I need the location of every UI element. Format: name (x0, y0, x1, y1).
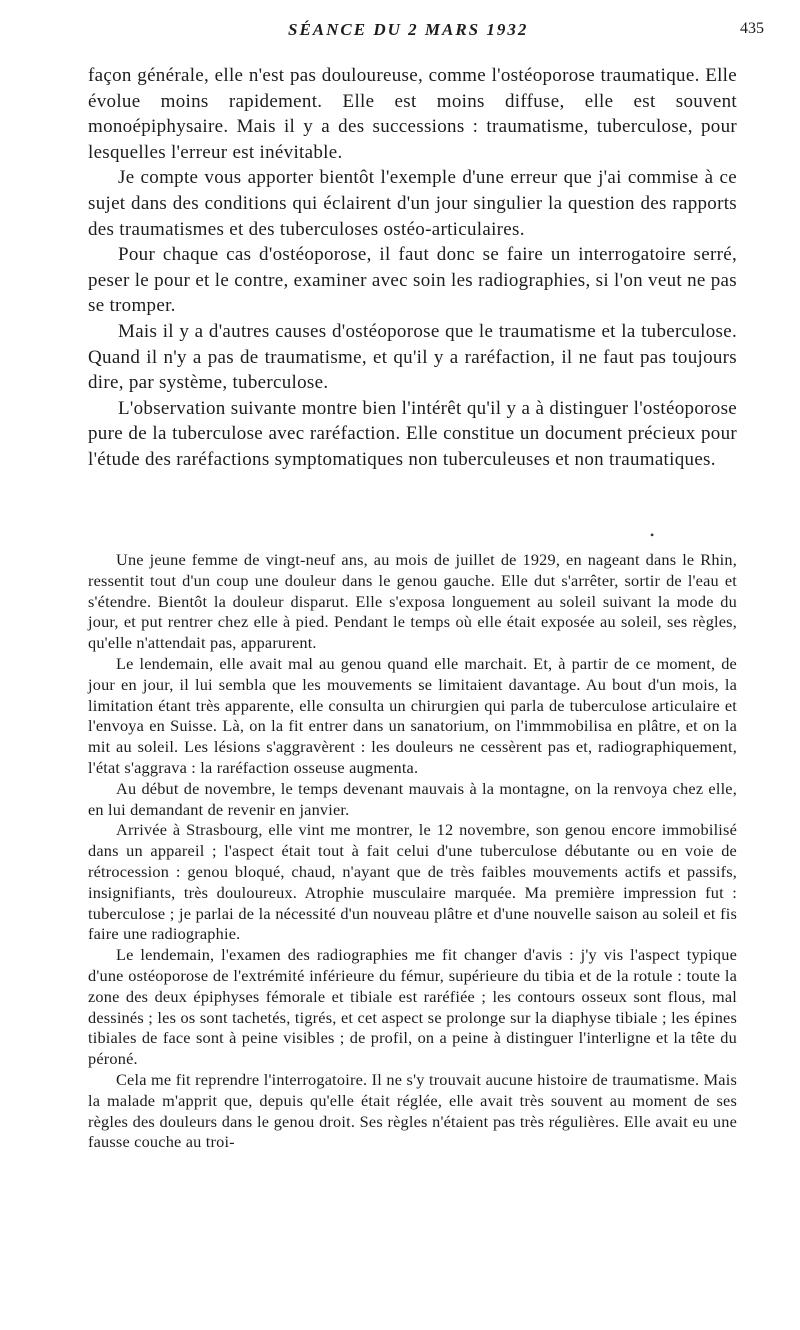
observation-text (88, 550, 737, 1153)
paragraph: Pour chaque cas d'ostéoporose, il faut donc se faire un interrogatoire serré, peser le pour et le contre, examiner avec soin les radiographies, si l'on veut ne pas se tromper. (88, 244, 737, 317)
page-number: 435 (740, 20, 764, 37)
observation-paragraph: Au début de novembre, le temps devenant mauvais à la montagne, on la renvoya chez elle, en lui demandant de revenir en janvier. (88, 778, 737, 819)
page-header (0, 20, 800, 44)
observation-paragraph: Cela me fit reprendre l'interrogatoire. Il ne s'y trouvait aucune histoire de traumatisme. Mais la malade m'apprit que, depuis qu'elle était réglée, elle avait très souvent au moment de ses règles des douleurs dans le genou droit. Ses règles n'étaient pas très régulières. Elle avait eu une fausse couche au troi- (88, 1069, 737, 1152)
running-title: SÉANCE DU 2 MARS 1932 (288, 20, 529, 39)
paragraph: Mais il y a d'autres causes d'ostéoporose que le traumatisme et la tuberculose. Quand il n'y a pas de traumatisme, et qu'il y a raréfaction, il ne faut pas toujours dire, par système, tuberculose. (88, 320, 737, 394)
observation-paragraph: Arrivée à Strasbourg, elle vint me montrer, le 12 novembre, son genou encore immobilisé dans un appareil ; l'aspect était tout à fait celui d'une tuberculose débutante ou en voie de rétrocession : genou bloqué, chaud, n'ayant que de très faibles mouvements actifs et passifs, insignifiants, très douloureux. Atrophie musculaire marquée. Ma première impression fut : tuberculose ; je parlai de la nécessité d'un nouveau plâtre et d'une nouvelle saison au soleil et fis faire une radiographie. (88, 820, 737, 944)
observation-paragraph: Le lendemain, l'examen des radiographies me fit changer d'avis : j'y vis l'aspect typique d'une ostéoporose de l'extrémité inférieure du fémur, supérieure du tibia et de la rotule : toute la zone des deux épiphyses fémorale et tibiale est raréfiée ; les contours osseux sont flous, mal dessinés ; les os sont tachetés, tigrés, et cet aspect se prolonge sur la diaphyse tibiale ; les épines tibiales de face sont à peine visibles ; de profil, on a peine à distinguer l'interligne et la tête du péroné. (88, 945, 737, 1069)
observation-paragraph: Le lendemain, elle avait mal au genou quand elle marchait. Et, à partir de ce moment, de jour en jour, il lui sembla que les mouvements se limitaient davantage. Au bout d'un mois, la limitation étant très apparente, elle consulta un chirurgien qui parla de tuberculose articulaire et l'envoya en Suisse. Là, on la fit entrer dans un sanatorium, on l'immmobilisa en plâtre, et on la mit au soleil. Les lésions s'aggravèrent : les douleurs ne cessèrent pas et, radiographiquement, l'état s'aggrava : la raréfaction osseuse augmenta. (88, 653, 737, 777)
paragraph: façon générale, elle n'est pas douloureuse, comme l'ostéoporose traumatique. Elle évolue moins rapidement. Elle est moins diffuse, elle est souvent monoépiphysaire. Mais il y a des successions : traumatisme, tuberculose, pour lesquelles l'erreur est inévitable. (88, 65, 737, 163)
section-separator: • (650, 528, 655, 542)
observation-paragraph: Une jeune femme de vingt-neuf ans, au mois de juillet de 1929, en nageant dans le Rhin, ressentit tout d'un coup une douleur dans le genou gauche. Elle dut s'arrêter, sortir de l'eau et s'étendre. Bientôt la douleur disparut. Elle s'exposa longuement au soleil suivant la mode du jour, et put rentrer chez elle à pied. Pendant le temps où elle était exposée au soleil, ses règles, qu'elle n'attendait pas, apparurent. (88, 550, 737, 653)
paragraph: Je compte vous apporter bientôt l'exemple d'une erreur que j'ai commise à ce sujet dans des conditions qui éclairent d'un jour singulier la question des rapports des traumatismes et des tuberculoses ostéo-articulaires. (88, 167, 737, 240)
main-text (88, 63, 737, 473)
paragraph: L'observation suivante montre bien l'intérêt qu'il y a à distinguer l'ostéoporose pure de la tuberculose avec raréfaction. Elle constitue un document précieux pour l'étude des raréfactions symptomatiques non tuberculeuses et non traumatiques. (88, 397, 737, 470)
